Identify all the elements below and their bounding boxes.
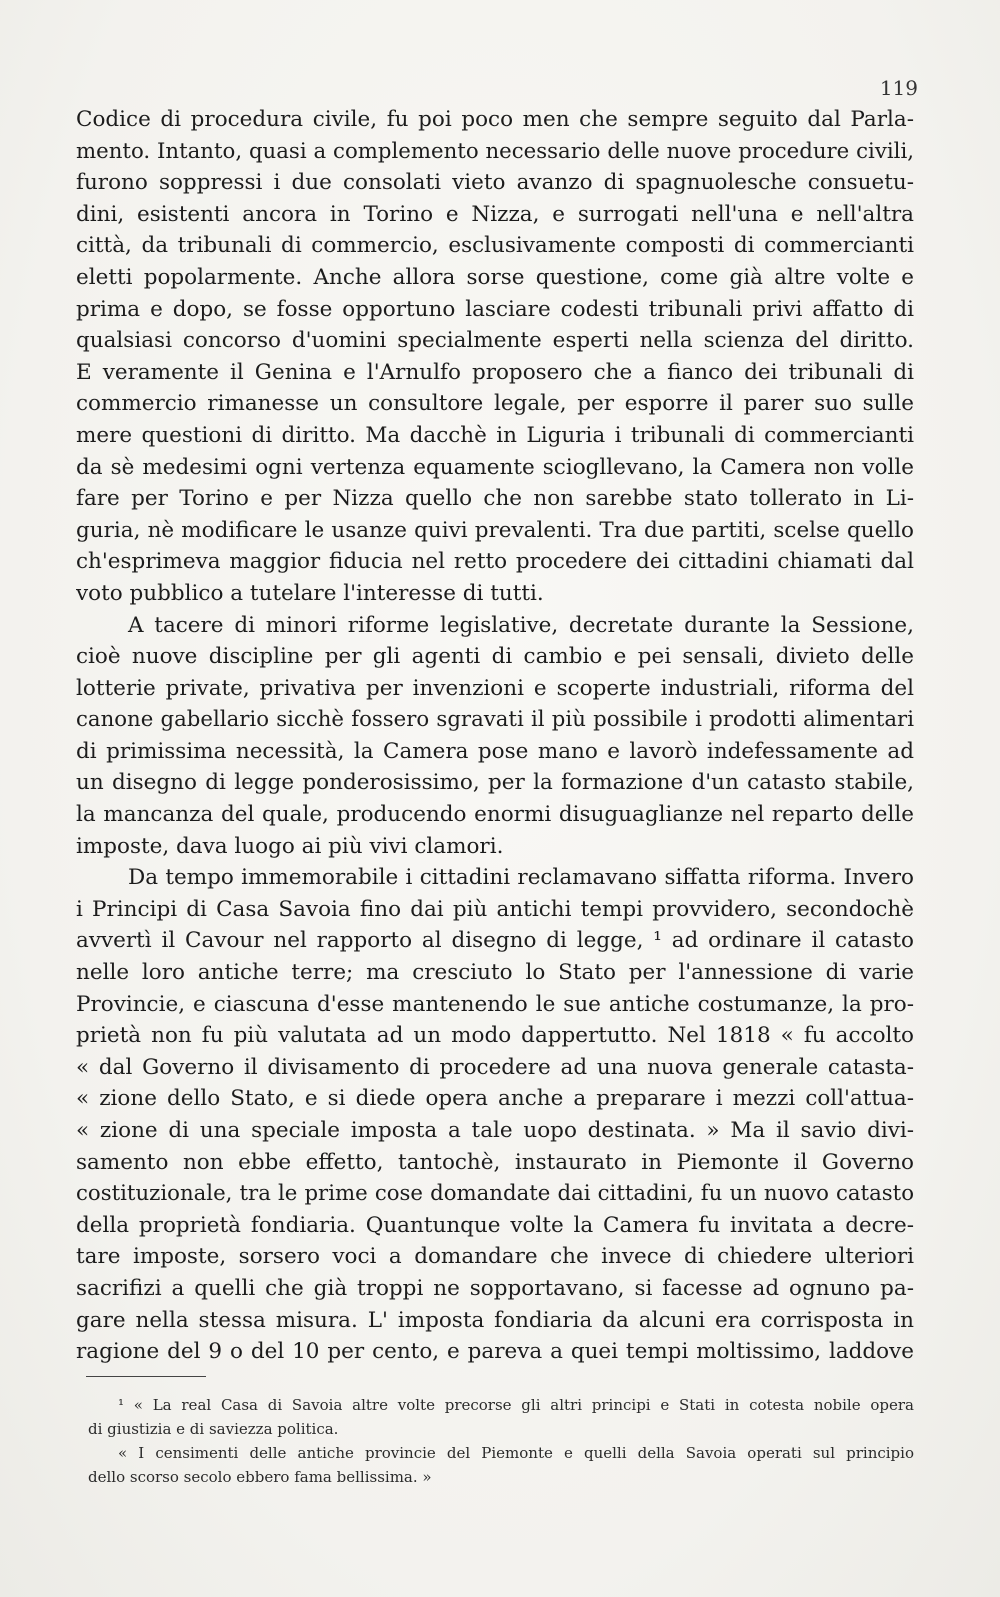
text-line: di primissima necessità, la Camera pose mano e lavorò indefessamente ad	[76, 738, 914, 764]
text-line: prima e dopo, se fosse opportuno lasciare codesti tribunali privi affatto di	[76, 296, 914, 322]
text-line: la mancanza del quale, producendo enormi disuguaglianze nel reparto delle	[76, 802, 914, 828]
text-line: ch'esprimeva maggior fiducia nel retto procedere dei cittadini chiamati dal	[76, 549, 914, 575]
text-line: qualsiasi concorso d'uomini specialmente esperti nella scienza del diritto.	[76, 328, 914, 354]
text-line: un disegno di legge ponderosissimo, per la formazione d'un catasto stabile,	[76, 770, 914, 796]
text-line: commercio rimanesse un consultore legale, per esporre il parer suo sulle	[76, 391, 914, 417]
text-line: fare per Torino e per Nizza quello che non sarebbe stato tollerato in Li-	[76, 486, 914, 512]
text-line: imposte, dava luogo ai più vivi clamori.	[76, 833, 504, 859]
footnote-line: dello scorso secolo ebbero fama bellissima. »	[88, 1468, 432, 1486]
footnote-line: di giustizia e di saviezza politica.	[88, 1420, 339, 1438]
text-line: gare nella stessa misura. L' imposta fondiaria da alcuni era corrisposta in	[76, 1307, 914, 1333]
footnote-divider	[86, 1376, 206, 1377]
text-line: canone gabellario sicchè fossero sgravati il più possibile i prodotti alimentari	[76, 707, 914, 733]
text-line: sacrifizi a quelli che già troppi ne sopportavano, si facesse ad ognuno pa-	[76, 1275, 914, 1301]
text-line: E veramente il Genina e l'Arnulfo proposero che a fianco dei tribunali di	[76, 359, 914, 385]
text-line: voto pubblico a tutelare l'interesse di tutti.	[76, 580, 544, 606]
text-line: mere questioni di diritto. Ma dacchè in Liguria i tribunali di commercianti	[76, 422, 914, 448]
text-line: prietà non fu più valutata ad un modo dappertutto. Nel 1818 « fu accolto	[76, 1023, 914, 1049]
text-line: mento. Intanto, quasi a complemento necessario delle nuove procedure civili,	[76, 138, 914, 164]
text-line: lotterie private, privativa per invenzioni e scoperte industriali, riforma del	[76, 675, 914, 701]
body-text	[76, 104, 914, 1368]
text-line: Da tempo immemorabile i cittadini reclamavano siffatta riforma. Invero	[128, 865, 914, 891]
text-line: tare imposte, sorsero voci a domandare che invece di chiedere ulteriori	[76, 1244, 914, 1270]
text-line: « dal Governo il divisamento di procedere ad una nuova generale catasta-	[76, 1054, 914, 1080]
footnote-line: « I censimenti delle antiche provincie del Piemonte e quelli della Savoia operati sul principio	[118, 1444, 914, 1462]
text-line: costituzionale, tra le prime cose domandate dai cittadini, fu un nuovo catasto	[76, 1181, 914, 1207]
text-line: città, da tribunali di commercio, esclusivamente composti di commercianti	[76, 233, 914, 259]
text-line: avvertì il Cavour nel rapporto al disegno di legge, ¹ ad ordinare il catasto	[76, 928, 914, 954]
text-line: nelle loro antiche terre; ma cresciuto lo Stato per l'annessione di varie	[76, 960, 914, 986]
text-line: Codice di procedura civile, fu poi poco men che sempre seguito dal Parla-	[76, 107, 914, 132]
text-line: furono soppressi i due consolati vieto avanzo di spagnuolesche consuetu-	[76, 170, 914, 196]
text-line: da sè medesimi ogni vertenza equamente sciogllevano, la Camera non volle	[76, 454, 914, 480]
text-line: Provincie, e ciascuna d'esse mantenendo le sue antiche costumanze, la pro-	[76, 991, 914, 1017]
text-line: dini, esistenti ancora in Torino e Nizza, e surrogati nell'una e nell'altra	[76, 201, 914, 227]
text-line: A tacere di minori riforme legislative, decretate durante la Sessione,	[128, 612, 914, 638]
text-line: « zione di una speciale imposta a tale uopo destinata. » Ma il savio divi-	[76, 1118, 914, 1143]
text-line: della proprietà fondiaria. Quantunque volte la Camera fu invitata a decre-	[76, 1212, 914, 1238]
text-line: guria, nè modificare le usanze quivi prevalenti. Tra due partiti, scelse quello	[76, 517, 914, 543]
text-line: cioè nuove discipline per gli agenti di cambio e pei sensali, divieto delle	[76, 644, 914, 670]
text-line: eletti popolarmente. Anche allora sorse questione, come già altre volte e	[76, 264, 914, 290]
footnotes	[88, 1393, 914, 1489]
text-line: ragione del 9 o del 10 per cento, e pareva a quei tempi moltissimo, laddove	[76, 1339, 914, 1365]
footnote-line: ¹ « La real Casa di Savoia altre volte precorse gli altri principi e Stati in cotesta nobile opera	[118, 1396, 914, 1414]
page-number: 119	[879, 76, 918, 100]
text-line: i Principi di Casa Savoia fino dai più antichi tempi provvidero, secondochè	[76, 896, 914, 922]
text-line: samento non ebbe effetto, tantochè, instaurato in Piemonte il Governo	[76, 1149, 914, 1175]
text-line: « zione dello Stato, e si diede opera anche a preparare i mezzi coll'attua-	[76, 1086, 914, 1112]
